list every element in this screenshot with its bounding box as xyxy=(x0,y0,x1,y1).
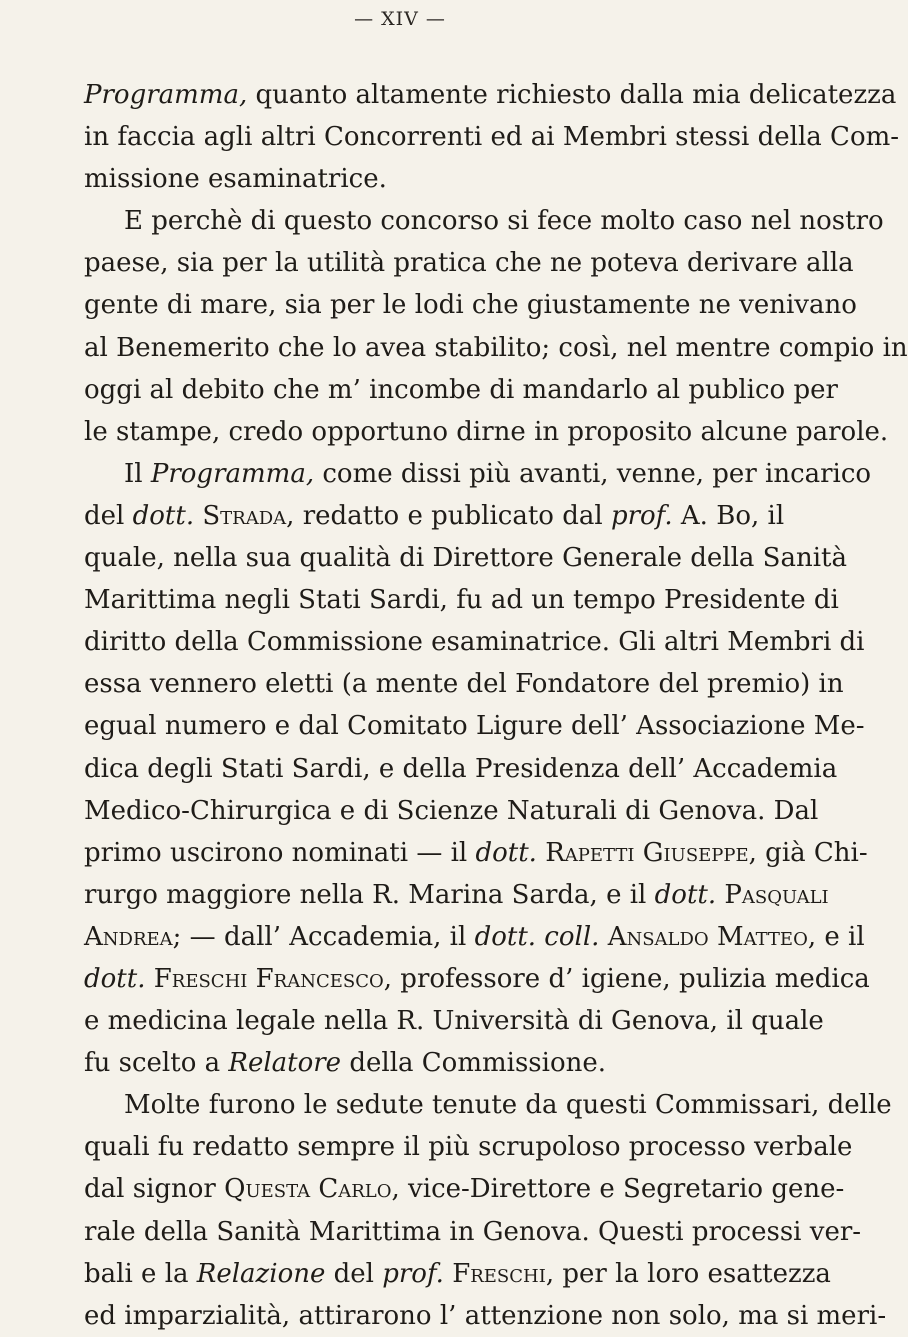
text-run xyxy=(145,964,153,994)
text-run: egual numero e dal Comitato Ligure dell’ Associazione Me- xyxy=(84,711,865,742)
text-line xyxy=(84,621,865,663)
italic-text: dott. coll. xyxy=(474,921,600,952)
small-caps-name: Freschi xyxy=(452,1258,546,1289)
italic-text: dott. xyxy=(84,963,146,994)
text-run: Il xyxy=(124,458,151,489)
text-run: dal signor xyxy=(84,1174,225,1205)
text-line xyxy=(84,1253,831,1295)
text-run: , già Chi- xyxy=(748,837,868,868)
text-run: e medicina legale nella R. Università di Genova, il quale xyxy=(84,1006,824,1037)
page-number: — XIV — xyxy=(354,8,446,30)
italic-text: prof. xyxy=(610,500,673,531)
text-line xyxy=(84,916,865,958)
text-line xyxy=(84,579,839,621)
text-run: quanto altamente richiesto dalla mia delicatezza xyxy=(247,80,897,110)
text-run: dica degli Stati Sardi, e della Presidenza dell’ Accademia xyxy=(84,753,838,784)
text-line xyxy=(84,832,868,874)
body-text xyxy=(84,74,908,1337)
text-run: del xyxy=(84,500,133,531)
text-run: Medico-Chirurgica e di Scienze Naturali di Genova. Dal xyxy=(84,795,819,826)
text-run: missione esaminatrice. xyxy=(84,164,387,195)
text-line xyxy=(84,1295,887,1337)
text-run: essa vennero eletti (a mente del Fondatore del premio) in xyxy=(84,669,844,700)
text-line xyxy=(84,1084,892,1126)
text-run: A. Bo, il xyxy=(672,500,785,531)
text-run: , vice-Direttore e Segretario gene- xyxy=(391,1174,845,1205)
text-line xyxy=(84,116,900,158)
text-line xyxy=(84,411,889,453)
italic-text: dott. xyxy=(132,500,195,531)
text-run: , professore d’ igiene, pulizia medica xyxy=(383,963,870,994)
text-run: oggi al debito che m’ incombe di mandarlo al publico per xyxy=(84,374,838,405)
text-run: primo uscirono nominati — il xyxy=(84,837,476,868)
text-run xyxy=(537,838,545,868)
text-run: rurgo maggiore nella R. Marina Sarda, e il xyxy=(84,879,655,910)
text-line xyxy=(84,74,897,116)
text-line xyxy=(84,705,865,747)
text-run: ed imparzialità, attirarono l’ attenzione non solo, ma si meri- xyxy=(84,1300,887,1331)
text-line xyxy=(84,453,872,495)
italic-text: Relazione xyxy=(196,1258,326,1289)
text-line xyxy=(84,1211,862,1253)
text-run: Molte furono le sedute tenute da questi Commissari, delle xyxy=(124,1090,892,1121)
text-run: quale, nella sua qualità di Direttore Generale della Sanità xyxy=(84,543,848,574)
italic-text: dott. xyxy=(475,837,537,868)
text-run: come dissi più avanti, venne, per incarico xyxy=(314,458,872,489)
italic-text: Programma, xyxy=(84,80,248,110)
text-run: , redatto e publicato dal xyxy=(286,500,611,531)
text-run: rale della Sanità Marittima in Genova. Questi processi ver- xyxy=(84,1216,862,1247)
text-run: , e il xyxy=(807,921,865,952)
text-line xyxy=(84,958,870,1000)
text-line xyxy=(84,1168,845,1210)
text-run: del xyxy=(325,1258,383,1289)
small-caps-name: Questa Carlo xyxy=(224,1174,392,1205)
small-caps-name: Freschi Francesco xyxy=(153,963,384,994)
text-run: , per la loro esattezza xyxy=(545,1258,831,1289)
text-line xyxy=(84,369,838,411)
text-run: Marittima negli Stati Sardi, fu ad un tempo Presidente di xyxy=(84,585,839,616)
text-run: paese, sia per la utilità pratica che ne poteva derivare alla xyxy=(84,248,854,279)
small-caps-name: Rapetti Giuseppe xyxy=(545,837,749,868)
text-run: al Benemerito che lo avea stabilito; così, nel mentre compio in xyxy=(84,332,908,363)
italic-text: dott. xyxy=(654,879,717,910)
text-run xyxy=(599,922,607,952)
text-run xyxy=(444,1259,452,1289)
small-caps-name: Pasquali xyxy=(724,879,829,910)
text-line xyxy=(84,537,848,579)
text-line xyxy=(84,1000,824,1042)
small-caps-name: Andrea xyxy=(84,921,173,952)
text-run: fu scelto a xyxy=(84,1048,229,1079)
text-run: quali fu redatto sempre il più scrupoloso processo verbale xyxy=(84,1132,853,1163)
small-caps-name: Strada xyxy=(202,500,287,531)
text-line xyxy=(84,663,844,705)
text-run: ; — dall’ Accademia, il xyxy=(172,921,475,952)
italic-text: prof. xyxy=(382,1258,444,1289)
text-run: diritto della Commissione esaminatrice. Gli altri Membri di xyxy=(84,627,865,658)
text-line xyxy=(84,495,785,537)
text-run: le stampe, credo opportuno dirne in proposito alcune parole. xyxy=(84,416,889,447)
small-caps-name: Ansaldo Matteo xyxy=(607,921,808,952)
text-line xyxy=(84,327,908,369)
text-line xyxy=(84,748,838,790)
text-line xyxy=(84,1042,760,1084)
text-run: della Commissione. xyxy=(341,1048,606,1079)
text-line xyxy=(84,284,857,326)
text-line xyxy=(84,1126,853,1168)
text-run: gente di mare, sia per le lodi che giustamente ne venivano xyxy=(84,290,857,321)
text-run: in faccia agli altri Concorrenti ed ai Membri stessi della Com- xyxy=(84,122,900,153)
text-line xyxy=(84,874,829,916)
text-line xyxy=(84,790,819,832)
text-line xyxy=(84,200,884,242)
text-line xyxy=(84,242,854,284)
text-run: E perchè di questo concorso si fece molto caso nel nostro xyxy=(124,206,884,237)
italic-text: Relatore xyxy=(228,1048,342,1079)
text-line xyxy=(84,158,760,200)
italic-text: Programma, xyxy=(150,458,315,489)
text-run: bali e la xyxy=(84,1258,197,1289)
